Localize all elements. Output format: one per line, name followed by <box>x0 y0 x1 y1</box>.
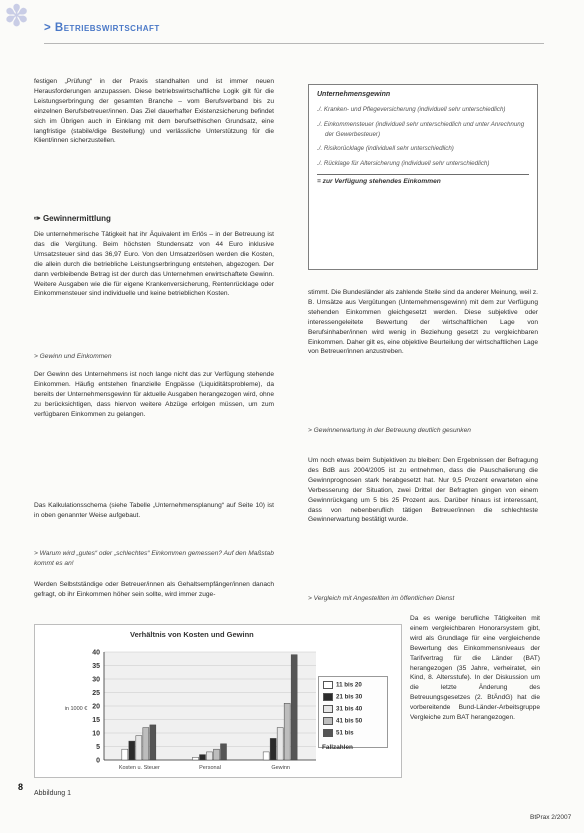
paragraph: Werden Selbstständige oder Betreuer/innen als Gehaltsempfänger/innen danach gefragt, ob ihr Einkommen höher sein sollte, wird immer zuge- <box>34 581 274 598</box>
legend-item <box>323 693 362 701</box>
bar <box>129 741 135 760</box>
bar <box>207 752 213 760</box>
right-column-top <box>308 288 538 357</box>
left-column-para4 <box>34 501 274 521</box>
legend-item <box>323 717 362 725</box>
subheading: > Vergleich mit Angestellten im öffentlichen Dienst <box>308 595 455 602</box>
heading-text: Gewinnermittlung <box>42 214 111 223</box>
legend-item <box>323 729 354 737</box>
decorative-star-icon: ✽ <box>4 0 30 34</box>
y-tick-label: 0 <box>96 757 100 765</box>
y-tick-label: 5 <box>96 744 100 751</box>
legend-label: 21 bis 30 <box>336 693 363 701</box>
y-tick-label: 30 <box>92 676 100 684</box>
y-tick-label: 15 <box>92 717 100 724</box>
legend-label: 11 bis 20 <box>336 681 362 689</box>
legend-swatch <box>323 681 333 689</box>
bar <box>291 655 297 760</box>
box-separator <box>317 174 529 175</box>
y-tick-label: 40 <box>92 649 100 657</box>
y-axis-label: in 1000 € <box>64 706 88 712</box>
paragraph: Der Gewinn des Unternehmens ist noch lange nicht das zur Verfügung stehende Einkommen. Häufig entstehen finanzielle Engpässe (Liquiditätsprobleme), da bereits der Unternehmensgewinn für aktuelle Ausgaben herangezogen wird, ohne zu berücksichtigen, dass hiervon weitere Abzüge erfolgen müssen, um zum verfügbaren Einkommen zu gelangen. <box>34 371 274 418</box>
page-number: 8 <box>18 782 24 792</box>
paragraph: Die unternehmerische Tätigkeit hat ihr Äquivalent im Erlös – in der Betreuung ist das die Vergütung. Beim höchsten Stundensatz von 44 Euro inklusive Umsatzsteuer sind das 36,97 Euro. Von den Umsatzerlösen werden die Kosten, die allein durch die betriebliche Leistungserbringung entstehen, abgezogen. Der dann verbleibende Betrag ist der durch das Unternehmen erwirtschaftete Gewinn. Weitere Ausgaben wie die für eigene Krankenversicherung, Rentenrücklage oder Einkommensteuer sind individuelle und keine betrieblichen Kosten. <box>34 231 274 298</box>
legend-label: 51 bis <box>336 729 354 737</box>
paragraph: Um noch etwas beim Subjektiven zu bleiben: Den Ergebnissen der Befragung des BdB aus 2004/2005 ist zu entnehmen, dass die Pauschalierung die Gewinnprognosen stark herabgesetzt hat. Nur 9,5 Prozent erwarteten eine Verbesserung der Situation, zwei Drittel der Befragten gingen von einem Gewinnrückgang um 5 bis 25 Prozent aus. Darüber hinaus ist interessant, dass von nebenberuflich tätigen Betreuer/innen die schlechteste Gewinnerwartung bestätigt wurde. <box>308 457 538 524</box>
bar <box>214 749 220 760</box>
left-column-para5 <box>34 580 274 600</box>
paragraph: festigen „Prüfung“ in der Praxis standhalten und ist immer neuen Herausforderungen anzupassen. Diese betriebswirtschaftliche Logik gilt für die Leistungserbringung der gesamten Branche – vom Berufsverband bis zu einzelnen Berufsbetreuer/innen. Das Ziel dauerhafter Existenzsicherung befindet sich im Übrigen auch in Einklang mit dem berufsethischen Grundsatz, eine langfristige (stabile/dige Bestellung) und verlässliche Unterstützung für die Klient/innen sicherzustellen. <box>34 78 274 145</box>
heading-gewinnermittlung <box>34 214 111 223</box>
legend-label: 41 bis 50 <box>336 717 363 725</box>
chart-legend <box>318 676 388 748</box>
box-result: = zur Verfügung stehendes Einkommen <box>317 177 441 185</box>
x-tick-label: Kosten u. Steuer <box>118 765 160 771</box>
left-column-top <box>34 77 274 146</box>
right-column-bottom <box>410 614 540 723</box>
legend-swatch <box>323 693 333 701</box>
legend-item <box>323 681 362 689</box>
subheading: > Warum wird „gutes“ oder „schlechtes“ Einkommen gemessen? Auf den Maßstab kommt es an! <box>34 550 274 567</box>
bar <box>143 728 149 760</box>
bar <box>136 736 142 760</box>
x-tick-label: Personal <box>199 765 221 771</box>
section-title: > Betriebswirtschaft <box>44 22 160 34</box>
legend-swatch <box>323 729 333 737</box>
box-item: ./. Rücklage für Altersicherung (individuell sehr unterschiedlich) <box>317 160 490 168</box>
bar <box>122 749 128 760</box>
bar <box>200 755 206 760</box>
bar <box>284 703 290 760</box>
bar <box>221 744 227 760</box>
paragraph: Das Kalkulationsschema (siehe Tabelle „Unternehmensplanung“ auf Seite 10) ist in oben genannter Weise aufgebaut. <box>34 502 274 519</box>
left-column-middle <box>34 230 274 299</box>
bar <box>270 738 276 760</box>
bar-chart <box>34 640 324 775</box>
legend-swatch <box>323 717 333 725</box>
box-title: Unternehmensgewinn <box>317 91 391 98</box>
y-tick-label: 20 <box>92 703 100 711</box>
paragraph: stimmt. Die Bundesländer als zahlende Stelle sind da anderer Meinung, weil z. B. Umsätze aus Vergütungen (Unternehmensgewinn) mit dem zur Verfügung stehenden Einkommen gleichgesetzt werden. Diese subjektive oder interessengeleitete Bewertung der wirtschaftlichen Lage von Berufsinhaber/innen wird wenig in Beziehung gesetzt zu vergleichbaren Einkommen. Daher gilt es, eine objektive Beurteilung der wirtschaftlichen Lage von Betreuer/innen anzustreben. <box>308 289 538 356</box>
figure-caption: Abbildung 1 <box>34 790 71 797</box>
box-item: ./. Einkommensteuer (individuell sehr unterschiedlich und unter Anrechnung der Gewerbesteuer) <box>317 120 525 138</box>
journal-footer: BtPrax 2/2007 <box>530 814 572 821</box>
right-column-middle <box>308 456 538 525</box>
y-tick-label: 10 <box>92 730 100 738</box>
income-calculation-box <box>308 84 538 270</box>
legend-swatch <box>323 705 333 713</box>
box-item: ./. Kranken- und Pflegeversicherung (individuell sehr unterschiedlich) <box>317 106 506 113</box>
bar <box>150 725 156 760</box>
header-rule <box>44 43 544 44</box>
box-item: ./. Risikorücklage (individuell sehr unterschiedlich) <box>317 145 454 153</box>
subheading: > Gewinnerwartung in der Betreuung deutlich gesunken <box>308 427 471 434</box>
bar <box>277 728 283 760</box>
legend-title: Fallzahlen <box>322 744 353 751</box>
subheading: > Gewinn und Einkommen <box>34 353 112 360</box>
paragraph: Da es wenige berufliche Tätigkeiten mit einem vergleichbaren Honorarsystem gibt, wird als Grundlage für eine vergleichende Bewertung des Einkommensniveaus der Tarifvertrag für die Länder (BAT) herangezogen (35 Jahre, verheiratet, ein Kind, 8. Altersstufe). In der Diskussion um die letzte Änderung des Betreuungsgesetzes (2. BtÄndG) hat die vorbereitende Bund-Länder-Arbeitsgruppe Vergleiche zum BAT herangezogen. <box>410 615 540 722</box>
y-tick-label: 35 <box>92 663 100 670</box>
x-tick-label: Gewinn <box>271 765 290 771</box>
bar <box>193 757 199 760</box>
y-tick-label: 25 <box>92 690 100 697</box>
chart-title: Verhältnis von Kosten und Gewinn <box>130 630 254 639</box>
legend-label: 31 bis 40 <box>336 705 363 713</box>
bar <box>263 752 269 760</box>
legend-item <box>323 705 362 713</box>
pen-icon: ✑ <box>34 214 43 223</box>
left-column-lower <box>34 370 274 420</box>
